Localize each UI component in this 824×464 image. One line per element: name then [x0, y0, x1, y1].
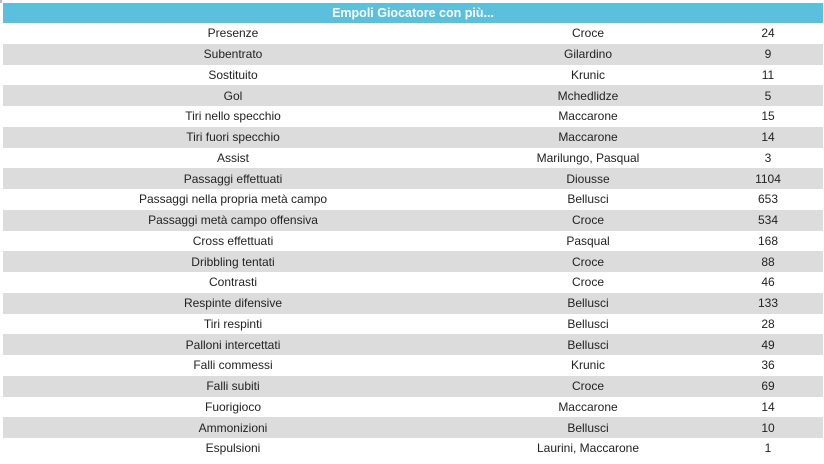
player-name-cell: Laurini, Maccarone: [463, 438, 713, 459]
stat-value-cell: 653: [713, 189, 823, 210]
player-name-cell: Croce: [463, 376, 713, 397]
player-name-cell: Krunic: [463, 65, 713, 86]
player-name-cell: Marilungo, Pasqual: [463, 148, 713, 169]
table-row: [3, 168, 823, 189]
stat-label-cell: Cross effettuati: [3, 231, 463, 252]
table-row: [3, 23, 823, 44]
table-row: [3, 417, 823, 438]
stat-label-cell: Tiri nello specchio: [3, 106, 463, 127]
stat-value-cell: 168: [713, 231, 823, 252]
stat-label-cell: Passaggi effettuati: [3, 168, 463, 189]
stat-value-cell: 28: [713, 314, 823, 335]
stat-value-cell: 9: [713, 44, 823, 65]
stat-label-cell: Espulsioni: [3, 438, 463, 459]
stat-value-cell: 88: [713, 251, 823, 272]
player-name-cell: Maccarone: [463, 127, 713, 148]
stat-value-cell: 69: [713, 376, 823, 397]
table-header-row: [3, 3, 823, 23]
stat-value-cell: 14: [713, 397, 823, 418]
stat-label-cell: Ammonizioni: [3, 417, 463, 438]
player-name-cell: Bellusci: [463, 293, 713, 314]
stat-value-cell: 46: [713, 272, 823, 293]
table-row: [3, 231, 823, 252]
table-row: [3, 293, 823, 314]
table-row: [3, 251, 823, 272]
stat-label-cell: Presenze: [3, 23, 463, 44]
stat-label-cell: Passaggi nella propria metà campo: [3, 189, 463, 210]
stat-label-cell: Subentrato: [3, 44, 463, 65]
table-row: [3, 314, 823, 335]
stat-label-cell: Sostituito: [3, 65, 463, 86]
stat-label-cell: Falli subiti: [3, 376, 463, 397]
player-name-cell: Maccarone: [463, 397, 713, 418]
table-row: [3, 148, 823, 169]
player-name-cell: Croce: [463, 251, 713, 272]
corner-mark: [0, 0, 2, 3]
table-row: [3, 106, 823, 127]
stat-label-cell: Falli commessi: [3, 355, 463, 376]
player-name-cell: Maccarone: [463, 106, 713, 127]
stat-label-cell: Tiri respinti: [3, 314, 463, 335]
table-row: [3, 127, 823, 148]
stat-label-cell: Respinte difensive: [3, 293, 463, 314]
stat-value-cell: 14: [713, 127, 823, 148]
player-name-cell: Bellusci: [463, 189, 713, 210]
stat-label-cell: Fuorigioco: [3, 397, 463, 418]
player-name-cell: Bellusci: [463, 334, 713, 355]
stat-label-cell: Dribbling tentati: [3, 251, 463, 272]
table-row: [3, 438, 823, 459]
player-name-cell: Bellusci: [463, 314, 713, 335]
player-name-cell: Croce: [463, 210, 713, 231]
stat-value-cell: 1104: [713, 168, 823, 189]
stat-label-cell: Palloni intercettati: [3, 334, 463, 355]
table-row: [3, 272, 823, 293]
stat-label-cell: Assist: [3, 148, 463, 169]
stat-value-cell: 11: [713, 65, 823, 86]
player-name-cell: Croce: [463, 272, 713, 293]
stat-label-cell: Tiri fuori specchio: [3, 127, 463, 148]
table-row: [3, 397, 823, 418]
table-row: [3, 334, 823, 355]
stat-value-cell: 15: [713, 106, 823, 127]
stat-value-cell: 133: [713, 293, 823, 314]
player-name-cell: Croce: [463, 23, 713, 44]
table-row: [3, 355, 823, 376]
stat-value-cell: 534: [713, 210, 823, 231]
player-name-cell: Gilardino: [463, 44, 713, 65]
stat-label-cell: Gol: [3, 85, 463, 106]
table-row: [3, 85, 823, 106]
player-name-cell: Pasqual: [463, 231, 713, 252]
table-row: [3, 376, 823, 397]
stat-value-cell: 10: [713, 417, 823, 438]
stat-value-cell: 24: [713, 23, 823, 44]
player-name-cell: Bellusci: [463, 417, 713, 438]
table-row: [3, 65, 823, 86]
player-name-cell: Krunic: [463, 355, 713, 376]
table-title: Empoli Giocatore con più...: [3, 3, 823, 23]
stat-value-cell: 1: [713, 438, 823, 459]
stat-label-cell: Contrasti: [3, 272, 463, 293]
player-name-cell: Mchedlidze: [463, 85, 713, 106]
stat-value-cell: 36: [713, 355, 823, 376]
stat-value-cell: 3: [713, 148, 823, 169]
table-row: [3, 44, 823, 65]
player-name-cell: Diousse: [463, 168, 713, 189]
table-body: [3, 23, 823, 459]
stat-value-cell: 5: [713, 85, 823, 106]
stat-label-cell: Passaggi metà campo offensiva: [3, 210, 463, 231]
stats-table: [3, 3, 823, 459]
table-row: [3, 210, 823, 231]
stat-value-cell: 49: [713, 334, 823, 355]
table-row: [3, 189, 823, 210]
